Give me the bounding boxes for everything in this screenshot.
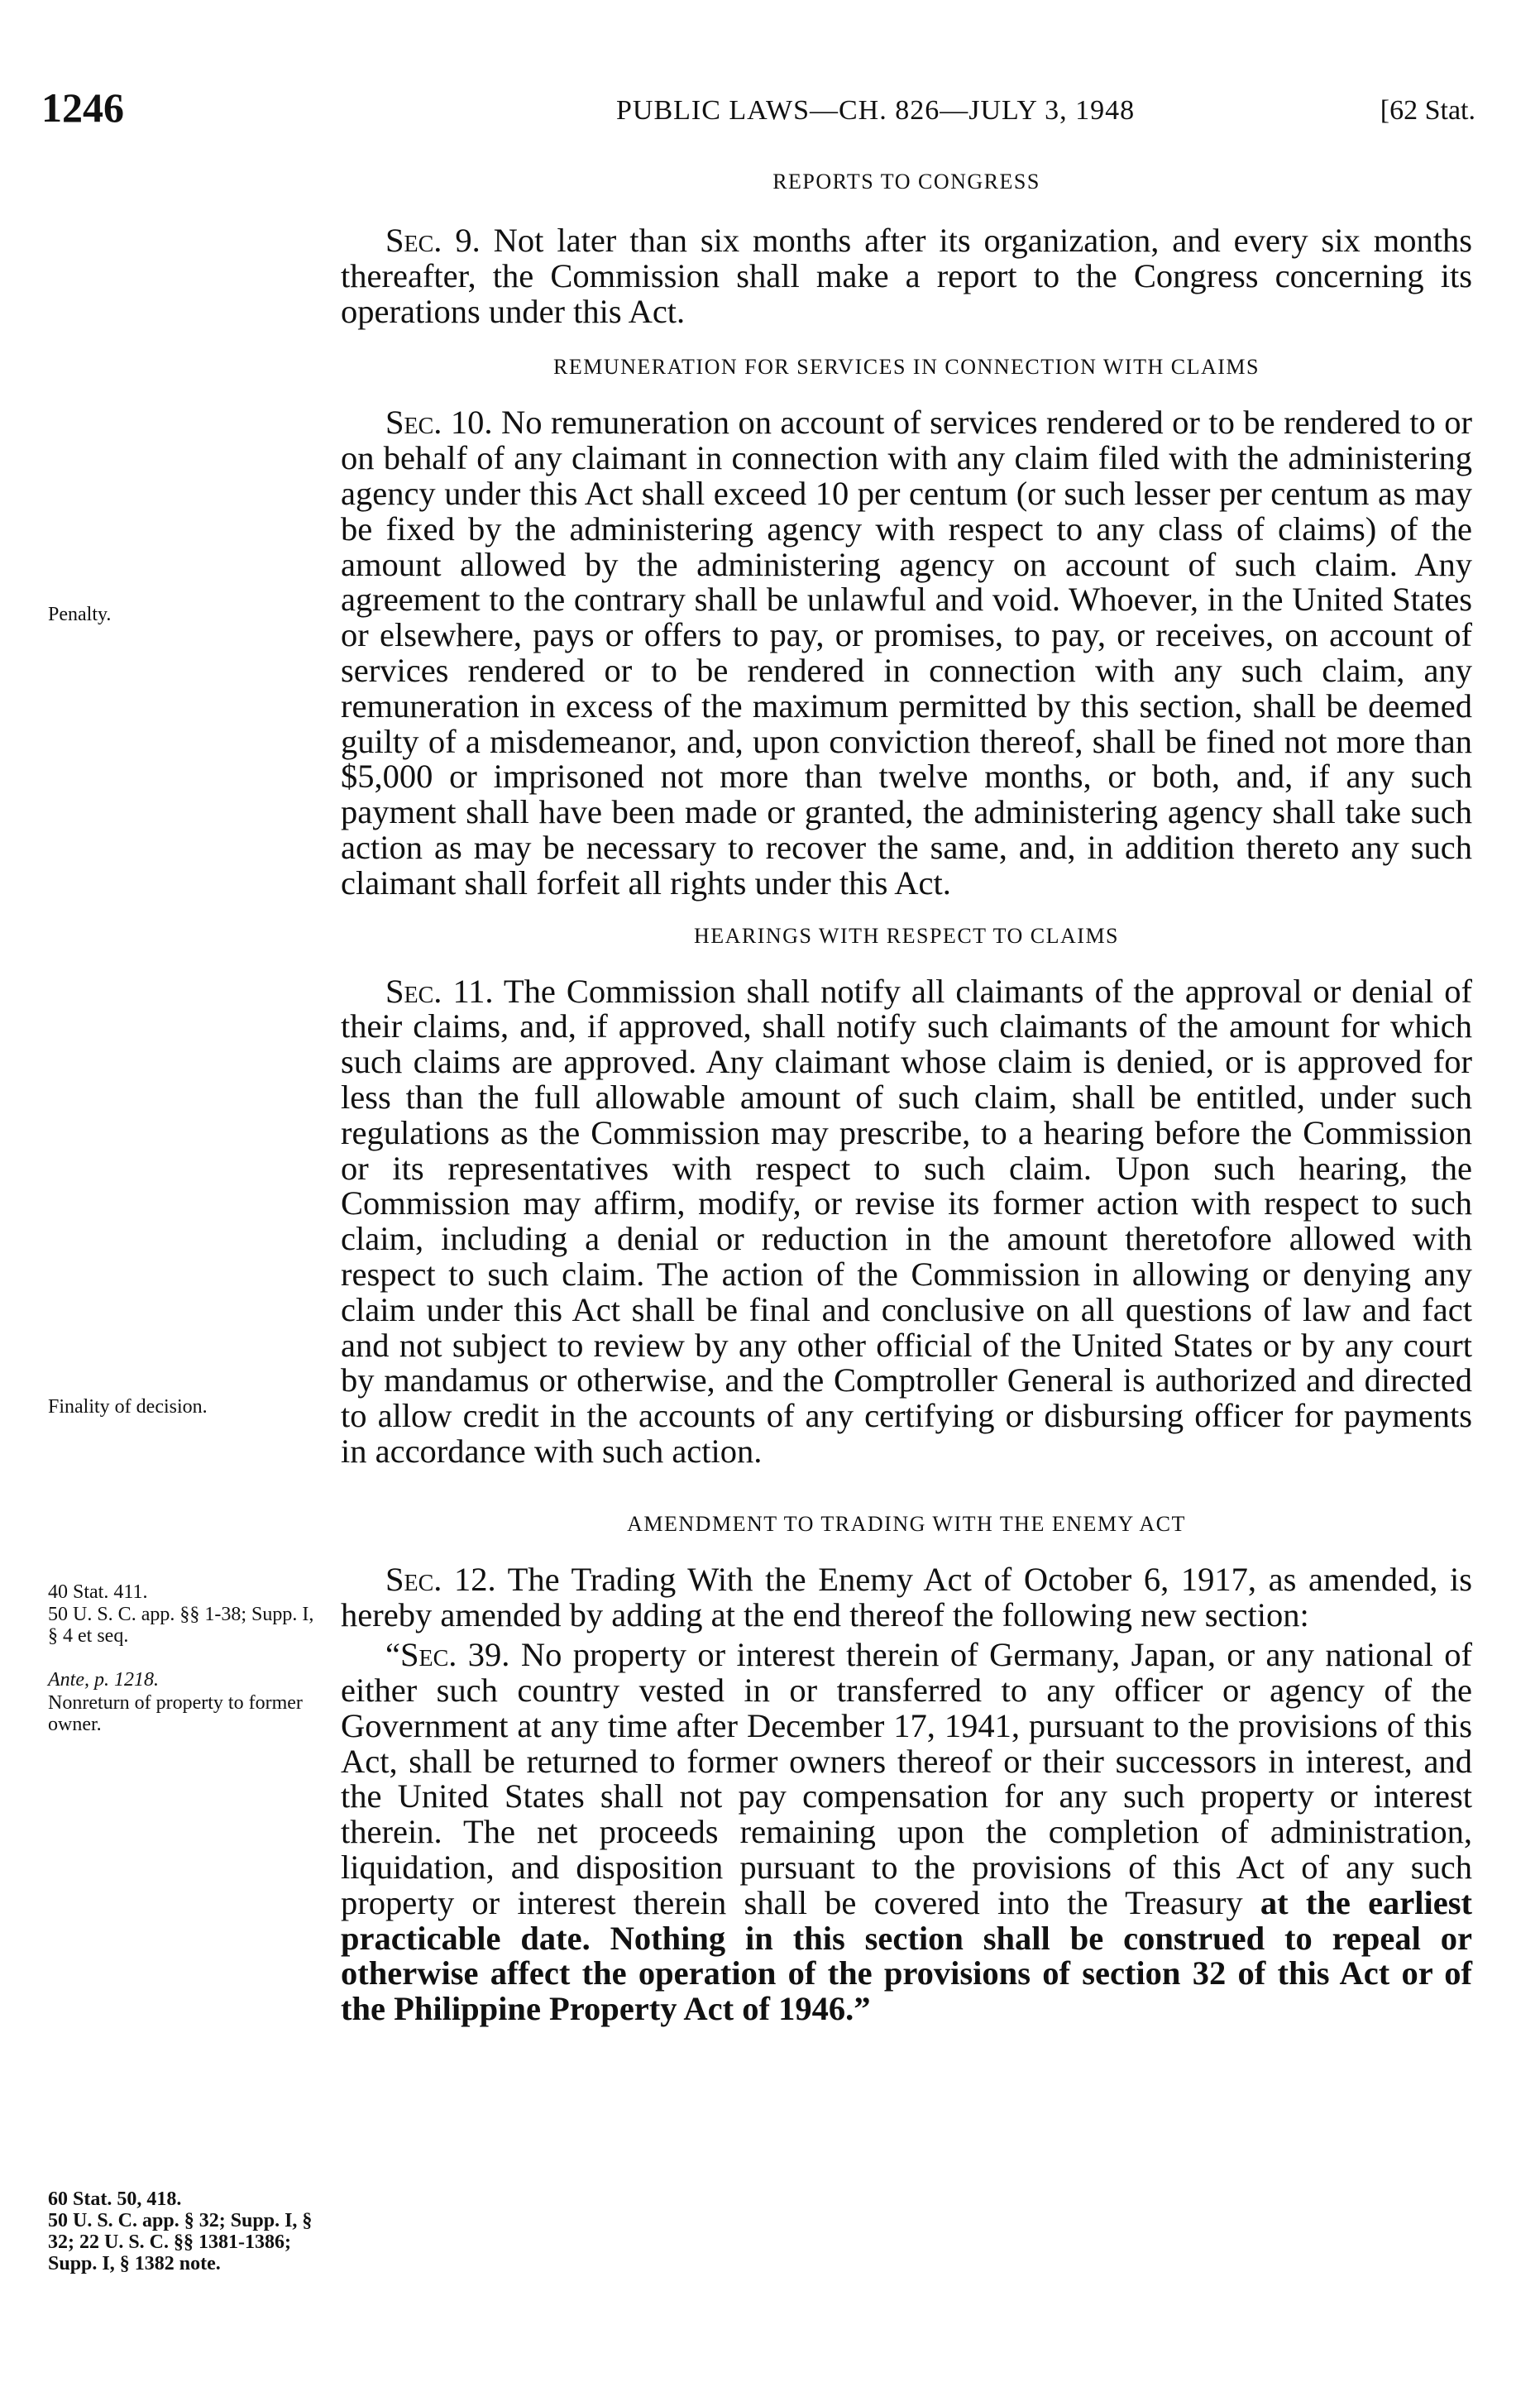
- section-39-closing-text: at the earliest practicable date. Nothing in this section shall be construed to repeal or otherwise affect the operation of the provisions of section 32 of this Act or of the Philippine Property Act of 1946.”: [341, 1883, 1472, 2028]
- section-12-text: The Trading With the Enemy Act of October 6, 1917, as amended, is hereby amended by adding at the end thereof the following new section:: [341, 1560, 1472, 1633]
- section-12-paragraph: [341, 1562, 1472, 1633]
- margin-note-stat-40: 40 Stat. 411.: [48, 1581, 148, 1603]
- section-heading-reports: REPORTS TO CONGRESS: [772, 170, 1040, 194]
- section-heading-remuneration: REMUNERATION FOR SERVICES IN CONNECTION WITH CLAIMS: [553, 355, 1260, 380]
- statute-reference: [62 Stat.: [1380, 95, 1475, 126]
- section-39-quoted-paragraph: [341, 1638, 1472, 2027]
- running-head: PUBLIC LAWS—CH. 826—JULY 3, 1948: [616, 95, 1136, 126]
- section-9-label: Sec. 9.: [385, 222, 481, 259]
- section-heading-amendment: AMENDMENT TO TRADING WITH THE ENEMY ACT: [627, 1511, 1186, 1536]
- section-10-text: No remuneration on account of services rendered or to be rendered to or on behalf of any claimant in connection with any claim filed with the administering agency under this Act shall exceed 10 per centum (or such lesser per centum as may be fixed by the administering agency with respect to any class of claims) of the amount allowed by the administering agency on account of such claim. Any agreement to the contrary shall be unlawful and void. Whoever, in the United States or elsewhere, pays or offers to pay, or promises, to pay, or receives, on account of services rendered or to be rendered in connection with any such claim, any remuneration in excess of the maximum permitted by this section, shall be deemed guilty of a misdemeanor, and, upon conviction thereof, shall be fined not more than $5,000 or imprisoned not more than twelve months, or both, and, if any such payment shall have been made or granted, the administering agency shall take such action as may be necessary to recover the same, and, in addition thereto any such claimant shall forfeit all rights under this Act.: [341, 404, 1472, 902]
- section-10-paragraph: [341, 405, 1472, 901]
- section-11-paragraph: [341, 974, 1472, 1470]
- section-12-label: Sec. 12.: [385, 1560, 496, 1598]
- margin-note-finality: Finality of decision.: [48, 1396, 208, 1418]
- page-header: [0, 83, 1540, 132]
- section-11-label: Sec. 11.: [385, 972, 494, 1010]
- margin-note-nonreturn: Nonreturn of property to former owner.: [48, 1692, 303, 1735]
- section-9-paragraph: [341, 223, 1472, 329]
- section-10-label: Sec. 10.: [385, 404, 493, 442]
- section-9-text: Not later than six months after its organization, and every six months thereafter, the Commission shall make a report to the Congress concerning its operations under this Act.: [341, 222, 1473, 330]
- section-39-label: “Sec. 39.: [385, 1636, 510, 1674]
- section-11-text: The Commission shall notify all claimants of the approval or denial of their claims, and, if approved, shall notify such claimants of the amount for which such claims are approved. Any claimant whose claim is denied, or is approved for less than the full allowable amount of such claim, shall be entitled, under such regulations as the Commission may prescribe, to a hearing before the Commission or its representatives with respect to such claim. Upon such hearing, the Commission may affirm, modify, or revise its former action with respect to such claim, including a denial or reduction in the amount theretofore allowed with respect to such claim. The action of the Commission in allowing or denying any claim under this Act shall be final and conclusive on all questions of law and fact and not subject to review by any other official of the United States or by any court by mandamus or otherwise, and the Comptroller General is authorized and directed to allow credit in the accounts of any certifying or disbursing officer for payments in accordance with such action.: [341, 972, 1472, 1470]
- page-number: 1246: [41, 84, 124, 131]
- margin-note-ante: Ante, p. 1218.: [48, 1669, 159, 1691]
- margin-note-stat-60: 60 Stat. 50, 418.: [48, 2188, 182, 2210]
- margin-note-penalty: Penalty.: [48, 604, 112, 625]
- section-heading-hearings: HEARINGS WITH RESPECT TO CLAIMS: [693, 923, 1120, 948]
- margin-note-usc-50-b: 50 U. S. C. app. § 32; Supp. I, § 32; 22 U. S. C. §§ 1381-1386; Supp. I, § 1382 note.: [48, 2210, 313, 2274]
- margin-note-usc-50: 50 U. S. C. app. §§ 1-38; Supp. I, § 4 et seq.: [48, 1604, 314, 1647]
- main-text-column: [341, 165, 1472, 2027]
- section-39-text: No property or interest therein of Germany, Japan, or any national of either such country vested in or transferred to any officer or agency of the Government at any time after December 17, 1941, pursuant to the provisions of this Act, shall be returned to former owners thereof or their successors in interest, and the United States shall not pay compensation for any such property or interest therein. The net proceeds remaining upon the completion of administration, liquidation, and disposition pursuant to the provisions of this Act of any such property or interest therein shall be covered into the Treasury: [341, 1636, 1472, 1921]
